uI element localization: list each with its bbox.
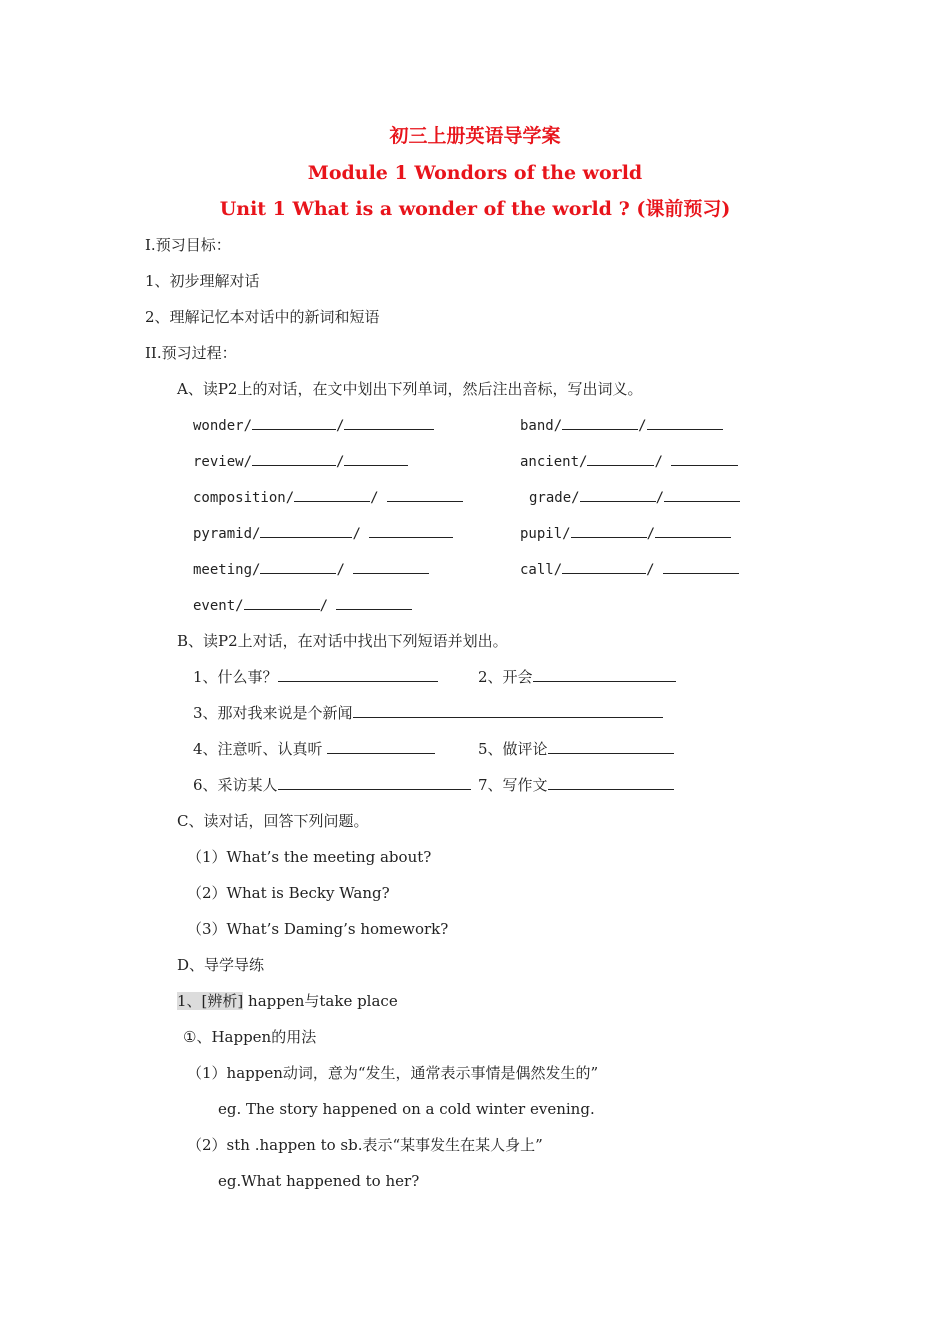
phrase-item: 6、采访某人 [193,775,471,795]
question-item: （1）What’s the meeting about? [187,848,432,866]
phrase-blank[interactable] [278,775,471,790]
phonetic-blank[interactable] [294,487,370,502]
section-c-instruction: C、读对话，回答下列问题。 [177,812,369,830]
vocab-item: call/ / [520,559,739,580]
meaning-blank[interactable] [387,487,463,502]
meaning-blank[interactable] [369,523,453,538]
phonetic-blank[interactable] [244,595,320,610]
usage-item: （1）happen动词，意为“发生，通常表示事情是偶然发生的” [187,1064,599,1082]
vocab-item: ancient/ / [520,451,738,472]
vocab-item: pyramid/ / [193,523,453,544]
phonetic-blank[interactable] [562,559,646,574]
goals-heading: I.预习目标： [145,236,231,254]
meaning-blank[interactable] [344,415,434,430]
analysis-number: 1、 [177,992,202,1010]
phrase-blank[interactable] [533,667,676,682]
phonetic-blank[interactable] [252,451,336,466]
usage-item: （2）sth .happen to sb.表示“某事发生在某人身上” [187,1136,543,1154]
phrase-blank[interactable] [548,775,674,790]
phrase-item: 7、写作文 [478,775,674,795]
meaning-blank[interactable] [647,415,723,430]
question-item: （2）What is Becky Wang? [187,884,390,902]
vocab-item: event/ / [193,595,412,616]
section-b-instruction: B、读P2上对话，在对话中找出下列短语并划出。 [177,632,508,650]
phonetic-blank[interactable] [571,523,647,538]
usage-subheading: ①、Happen的用法 [183,1028,317,1046]
vocab-item: band/ / [520,415,723,436]
process-heading: II.预习过程： [145,344,237,362]
phonetic-blank[interactable] [252,415,336,430]
meaning-blank[interactable] [344,451,408,466]
phonetic-blank[interactable] [260,559,336,574]
phrase-blank[interactable] [548,739,674,754]
phrase-item: 5、做评论 [478,739,674,759]
phrase-blank[interactable] [353,703,663,718]
meaning-blank[interactable] [664,487,740,502]
vocab-item: wonder/ / [193,415,434,436]
example-item: eg.What happened to her? [218,1172,420,1190]
meaning-blank[interactable] [671,451,738,466]
vocab-item: pupil/ / [520,523,731,544]
vocab-item: composition/ / [193,487,463,508]
phonetic-blank[interactable] [260,523,352,538]
meaning-blank[interactable] [336,595,412,610]
phrase-item: 2、开会 [478,667,676,687]
analysis-text: happen与take place [243,992,398,1010]
phonetic-blank[interactable] [587,451,654,466]
phrase-blank[interactable] [327,739,435,754]
page-title: 初三上册英语导学案 [389,125,561,147]
goal-item-2: 2、理解记忆本对话中的新词和短语 [145,308,380,326]
phrase-item: 1、什么事？ [193,667,438,687]
meaning-blank[interactable] [663,559,739,574]
module-title: Module 1 Wondors of the world [307,162,643,184]
section-d-heading: D、导学导练 [177,956,265,974]
analysis-item [177,991,398,1011]
question-item: （3）What’s Daming’s homework? [187,920,449,938]
phonetic-blank[interactable] [580,487,656,502]
analysis-tag: [辨析] [201,992,244,1010]
example-item: eg. The story happened on a cold winter evening. [218,1100,595,1118]
unit-title: Unit 1 What is a wonder of the world ? (课前预习) [219,198,731,220]
phrase-item: 3、那对我来说是个新闻 [193,703,663,723]
vocab-item: meeting/ / [193,559,429,580]
vocab-item: review/ / [193,451,408,472]
phrase-blank[interactable] [278,667,438,682]
vocab-item: grade/ / [529,487,740,508]
phrase-item: 4、注意听、认真听 [193,739,435,759]
meaning-blank[interactable] [655,523,731,538]
section-a-instruction: A、读P2上的对话，在文中划出下列单词，然后注出音标，写出词义。 [177,380,643,398]
meaning-blank[interactable] [353,559,429,574]
goal-item-1: 1、初步理解对话 [145,272,260,290]
phonetic-blank[interactable] [562,415,638,430]
